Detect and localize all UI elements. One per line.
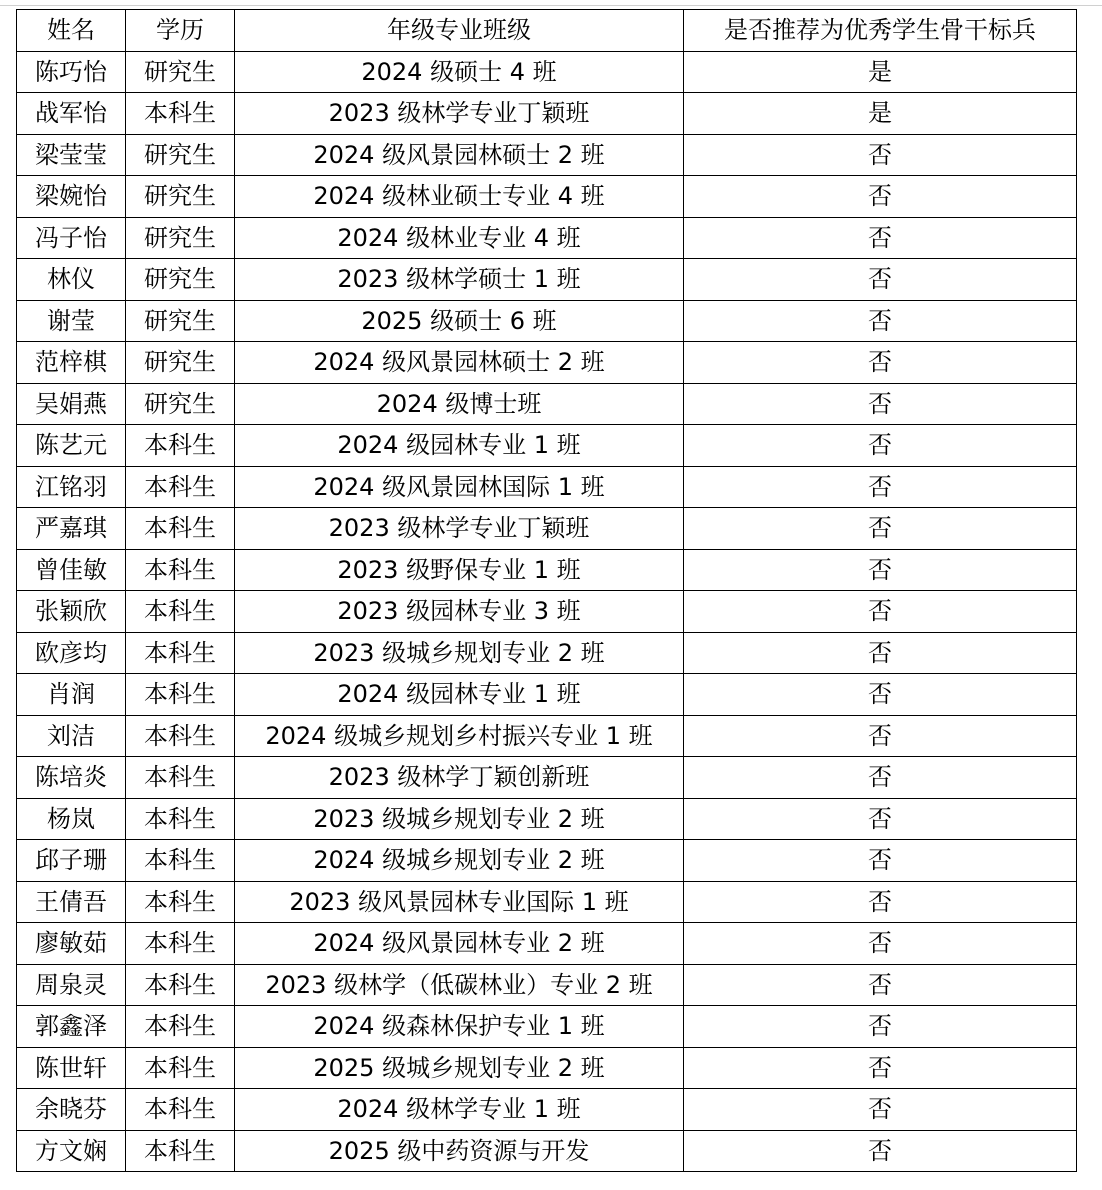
cell-class: 2024 级城乡规划乡村振兴专业 1 班 [235,715,684,757]
table-header [17,10,1077,52]
cell-class: 2023 级风景园林专业国际 1 班 [235,881,684,923]
table-row [17,466,1077,508]
cell-class: 2024 级园林专业 1 班 [235,674,684,716]
table-row [17,1130,1077,1172]
page-top-rule [0,5,1102,6]
cell-name: 王倩吾 [17,881,126,923]
header-class: 年级专业班级 [235,10,684,52]
header-education: 学历 [126,10,235,52]
student-roster-table [16,9,1077,1172]
table-row [17,1047,1077,1089]
cell-education: 本科生 [126,964,235,1006]
cell-class: 2024 级林业专业 4 班 [235,217,684,259]
header-name: 姓名 [17,10,126,52]
cell-name: 肖润 [17,674,126,716]
cell-class: 2023 级城乡规划专业 2 班 [235,632,684,674]
cell-education: 本科生 [126,466,235,508]
cell-recommended: 否 [684,591,1077,633]
cell-education: 研究生 [126,342,235,384]
cell-name: 谢莹 [17,300,126,342]
cell-name: 范梓棋 [17,342,126,384]
table-row [17,51,1077,93]
cell-name: 方文娴 [17,1130,126,1172]
header-row [17,10,1077,52]
cell-class: 2024 级林业硕士专业 4 班 [235,176,684,218]
cell-education: 本科生 [126,425,235,467]
cell-name: 陈艺元 [17,425,126,467]
cell-class: 2023 级林学专业丁颖班 [235,508,684,550]
table-row [17,964,1077,1006]
cell-education: 本科生 [126,715,235,757]
table-row [17,591,1077,633]
cell-class: 2024 级风景园林硕士 2 班 [235,134,684,176]
table-row [17,134,1077,176]
cell-name: 陈巧怡 [17,51,126,93]
cell-education: 本科生 [126,591,235,633]
cell-class: 2025 级硕士 6 班 [235,300,684,342]
header-recommended: 是否推荐为优秀学生骨干标兵 [684,10,1077,52]
cell-name: 曾佳敏 [17,549,126,591]
table-row [17,549,1077,591]
cell-education: 本科生 [126,840,235,882]
cell-education: 本科生 [126,923,235,965]
cell-class: 2024 级城乡规划专业 2 班 [235,840,684,882]
cell-name: 吴娟燕 [17,383,126,425]
cell-class: 2024 级风景园林硕士 2 班 [235,342,684,384]
cell-recommended: 否 [684,1130,1077,1172]
cell-recommended: 否 [684,923,1077,965]
cell-class: 2024 级风景园林国际 1 班 [235,466,684,508]
cell-recommended: 否 [684,508,1077,550]
cell-name: 严嘉琪 [17,508,126,550]
cell-name: 战军怡 [17,93,126,135]
cell-education: 本科生 [126,674,235,716]
cell-education: 本科生 [126,1006,235,1048]
cell-class: 2023 级林学丁颖创新班 [235,757,684,799]
cell-recommended: 否 [684,715,1077,757]
cell-class: 2024 级博士班 [235,383,684,425]
cell-education: 研究生 [126,51,235,93]
cell-class: 2024 级森林保护专业 1 班 [235,1006,684,1048]
cell-education: 研究生 [126,217,235,259]
cell-education: 研究生 [126,259,235,301]
cell-class: 2023 级城乡规划专业 2 班 [235,798,684,840]
cell-recommended: 否 [684,425,1077,467]
table-row [17,923,1077,965]
table-body [17,51,1077,1172]
cell-recommended: 否 [684,342,1077,384]
table-row [17,508,1077,550]
cell-recommended: 是 [684,51,1077,93]
cell-education: 本科生 [126,881,235,923]
cell-recommended: 否 [684,1089,1077,1131]
cell-recommended: 否 [684,1006,1077,1048]
cell-recommended: 否 [684,757,1077,799]
cell-recommended: 否 [684,674,1077,716]
table-row [17,798,1077,840]
cell-name: 冯子怡 [17,217,126,259]
cell-recommended: 否 [684,259,1077,301]
table-row [17,93,1077,135]
cell-class: 2025 级城乡规划专业 2 班 [235,1047,684,1089]
cell-recommended: 否 [684,176,1077,218]
cell-name: 廖敏茹 [17,923,126,965]
cell-education: 本科生 [126,1047,235,1089]
cell-education: 本科生 [126,757,235,799]
cell-education: 本科生 [126,798,235,840]
cell-name: 杨岚 [17,798,126,840]
cell-class: 2023 级林学专业丁颖班 [235,93,684,135]
cell-education: 本科生 [126,508,235,550]
table-row [17,425,1077,467]
table-row [17,383,1077,425]
cell-education: 研究生 [126,134,235,176]
cell-education: 本科生 [126,632,235,674]
cell-class: 2023 级林学（低碳林业）专业 2 班 [235,964,684,1006]
cell-recommended: 否 [684,632,1077,674]
cell-recommended: 否 [684,1047,1077,1089]
cell-recommended: 否 [684,300,1077,342]
cell-name: 欧彦均 [17,632,126,674]
cell-class: 2024 级风景园林专业 2 班 [235,923,684,965]
cell-recommended: 否 [684,217,1077,259]
table-row [17,259,1077,301]
table-row [17,300,1077,342]
cell-name: 林仪 [17,259,126,301]
cell-recommended: 是 [684,93,1077,135]
cell-name: 周泉灵 [17,964,126,1006]
cell-class: 2024 级硕士 4 班 [235,51,684,93]
cell-education: 研究生 [126,383,235,425]
cell-class: 2023 级园林专业 3 班 [235,591,684,633]
table-row [17,757,1077,799]
cell-name: 张颖欣 [17,591,126,633]
cell-recommended: 否 [684,383,1077,425]
cell-name: 梁莹莹 [17,134,126,176]
cell-education: 研究生 [126,300,235,342]
table-row [17,674,1077,716]
cell-class: 2024 级园林专业 1 班 [235,425,684,467]
table-row [17,217,1077,259]
cell-name: 刘洁 [17,715,126,757]
table-row [17,1089,1077,1131]
cell-recommended: 否 [684,964,1077,1006]
table-row [17,715,1077,757]
cell-recommended: 否 [684,549,1077,591]
cell-class: 2023 级野保专业 1 班 [235,549,684,591]
cell-name: 余晓芬 [17,1089,126,1131]
table-row [17,632,1077,674]
cell-recommended: 否 [684,466,1077,508]
cell-name: 陈世轩 [17,1047,126,1089]
cell-name: 梁婉怡 [17,176,126,218]
cell-education: 本科生 [126,549,235,591]
cell-education: 本科生 [126,1130,235,1172]
table-row [17,1006,1077,1048]
cell-recommended: 否 [684,881,1077,923]
cell-name: 邱子珊 [17,840,126,882]
table-row [17,176,1077,218]
cell-recommended: 否 [684,798,1077,840]
table-row [17,342,1077,384]
cell-education: 本科生 [126,93,235,135]
cell-recommended: 否 [684,134,1077,176]
cell-class: 2024 级林学专业 1 班 [235,1089,684,1131]
cell-education: 研究生 [126,176,235,218]
table-row [17,840,1077,882]
cell-recommended: 否 [684,840,1077,882]
cell-class: 2025 级中药资源与开发 [235,1130,684,1172]
cell-name: 陈培炎 [17,757,126,799]
cell-name: 郭鑫泽 [17,1006,126,1048]
cell-name: 江铭羽 [17,466,126,508]
cell-class: 2023 级林学硕士 1 班 [235,259,684,301]
cell-education: 本科生 [126,1089,235,1131]
table-row [17,881,1077,923]
